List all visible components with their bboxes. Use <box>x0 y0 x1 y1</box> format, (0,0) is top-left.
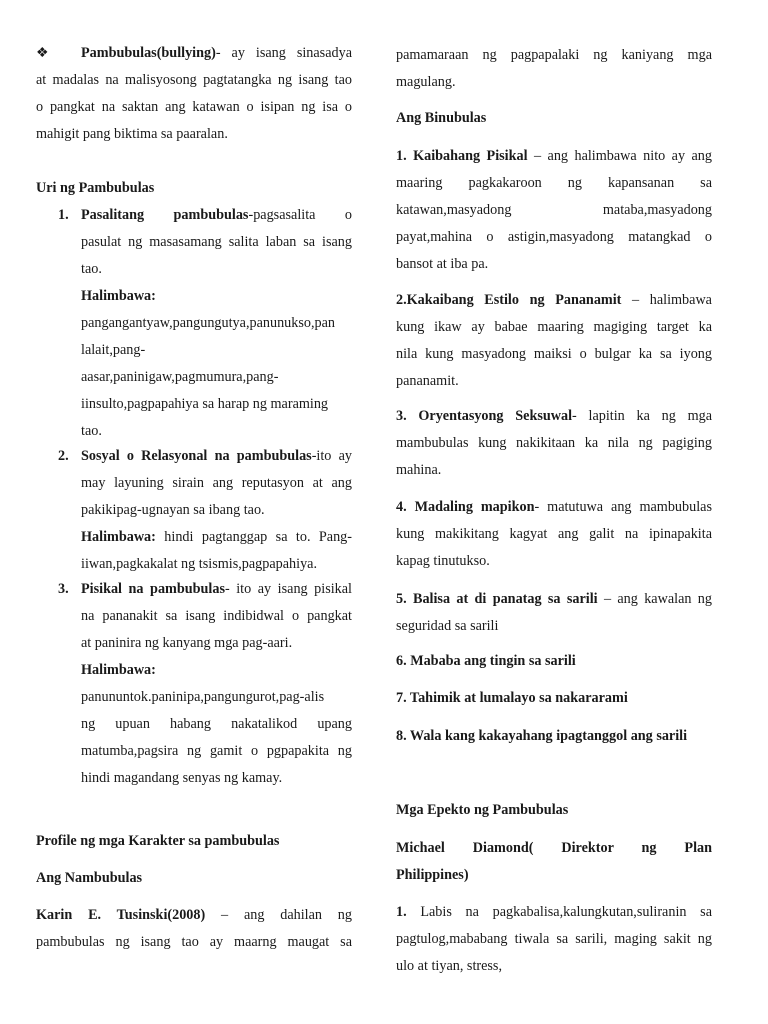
effect-number: 1. <box>396 904 407 920</box>
trait-label: 7. Tahimik at lumalayo sa nakararami <box>396 690 628 706</box>
epekto-heading: Mga Epekto ng Pambubulas <box>396 802 569 818</box>
example-label: Halimbawa: <box>81 662 156 678</box>
item-title: Pasalitang pambubulas <box>81 207 249 223</box>
list-number: 1. <box>58 207 69 223</box>
trait-label: 4. Madaling mapikon <box>396 499 535 515</box>
trait-label: 6. Mababa ang tingin sa sarili <box>396 653 576 669</box>
intro-paragraph <box>36 40 352 148</box>
trait-paragraph: 3. Oryentasyong Seksuwal- lapitin ka ng mga mambubulas kung nakikitaan ka nila ng pagiging mahina. <box>396 408 712 478</box>
intro-line: - ay isang sinasadya <box>215 45 352 61</box>
trait-paragraph: 4. Madaling mapikon- matutuwa ang mambubulas kung makikitang kagyat ang galit na ipinapakita kapag tinutukso. <box>396 499 712 569</box>
continuation-paragraph: pamamaraan ng pagpapalaki ng kaniyang mga magulang. <box>396 47 712 90</box>
example-label: Halimbawa: <box>81 529 156 545</box>
item-title: Sosyal o Relasyonal na pambubulas <box>81 448 312 464</box>
item-title: Pisikal na pambubulas <box>81 581 225 597</box>
intro-term: Pambubulas(bullying) <box>81 45 216 61</box>
trait-paragraph: 5. Balisa at di panatag sa sarili – ang kawalan ng seguridad sa sarili <box>396 591 712 634</box>
trait-paragraph: 1. Kaibahang Pisikal – ang halimbawa nito ay ang maaring pagkakaroon ng kapansanan sa katawan,masyadong mataba,masyadong payat,mahina o astigin,masyadong matangkad o bansot at iba pa. <box>396 148 712 272</box>
list-number: 3. <box>58 581 69 597</box>
karin-author: Karin E. Tusinski(2008) <box>36 907 206 923</box>
diamond-bullet-icon: ❖ <box>36 46 49 61</box>
intro-line: at madalas na malisyosong pagtatangka ng isang tao <box>36 72 352 88</box>
example-label: Halimbawa: <box>81 288 156 304</box>
karin-paragraph: Karin E. Tusinski(2008) – ang dahilan ng pambubulas ng isang tao ay maarng maugat sa <box>36 907 352 950</box>
trait-paragraph: 2.Kakaibang Estilo ng Pananamit – halimbawa kung ikaw ay babae maaring magiging target ka nila kung masyadong maiksi o bulgar ka sa iyong pananamit. <box>396 292 712 389</box>
document-page: ❖ Pambubulas(bullying)- ay isang sinasadya at madalas na malisyosong pagtatangka ng isang tao o pangkat na saktan ang katawan o isipan ng isa o mahigit pang biktima sa paaralan. Uri ng Pambubulas 1. Pasalitang pambubulas-pagsasalita o pasulat ng masasamang salita laban sa isang tao. Halimbawa: pangangantyaw,pangungutya,panunukso,pan lalait,pang- aasar,paninigaw,pagmumura,pang- iinsulto,pagpapahiya sa harap ng maraming tao. 2. Sosyal o Relasyonal na pambubulas-ito ay may layuning sirain ang reputasyon at ang pakikipag-ugnayan sa ibang tao. Halimbawa: hindi pagtanggap sa to. Pang- iiwan,pagkakalat ng tsismis,pagpapahiya. 3. Pisikal na pambubulas- ito ay isang pisikal na pananakit sa isang indibidwal o pangkat at paninira ng kanyang mga pag-aari. Halimbawa: panununtok.paninipa,pangungurot,pag-alis ng upuan habang nakatalikod upang matumba,pagsira ng gamit o pgpapakita ng hindi magandang senyas ng kamay. Profile ng mga Karakter sa pambubulas Ang Nambubulas Karin E. Tusinski(2008) – ang dahilan ng pambubulas ng isang tao ay maarng maugat sa pamamaraan ng pagpapalaki ng kaniyang mga magulang. Ang Binubulas 1. Kaibahang Pisikal – ang halimbawa nito ay ang maaring pagkakaroon ng kapansanan sa katawan,masyadong mataba,masyadong payat,mahina o astigin,masyadong matangkad o bansot at iba pa. 2.Kakaibang Estilo ng Pananamit – halimbawa kung ikaw ay babae maaring magiging target ka nila kung masyadong maiksi o bulgar ka sa iyong pananamit. 3. Oryentasyong Seksuwal- lapitin ka ng mga mambubulas kung nakikitaan ka nila ng pagiging mahina. 4. Madaling mapikon- matutuwa ang mambubulas kung makikitang kagyat ang galit na ipinapakita kapag tinutukso. 5. Balisa at di panatag sa sarili – ang kawalan ng seguridad sa sarili 6. Mababa ang tingin sa sarili 7. Tahimik at lumalayo sa nakararami 8. Wala kang kakayahang ipagtanggol ang sarili Mga Epekto ng Pambubulas Michael Diamond( Direktor ng Plan Philippines) 1. Labis na pagkabalisa,kalungkutan,suliranin sa pagtulog,mababang tiwala sa sarili, maging sakit ng ulo at tiyan, stress, <box>0 0 768 1024</box>
trait-label: 1. Kaibahang Pisikal <box>396 148 528 164</box>
trait-label: 2.Kakaibang Estilo ng Pananamit <box>396 292 622 308</box>
uri-heading: Uri ng Pambubulas <box>36 180 155 196</box>
trait-label: 8. Wala kang kakayahang ipagtanggol ang sarili <box>396 728 688 744</box>
nambubulas-heading: Ang Nambubulas <box>36 870 143 886</box>
diamond-paragraph: Michael Diamond( Direktor ng Plan Philippines) <box>396 840 712 883</box>
intro-line: mahigit pang biktima sa paaralan. <box>36 126 228 142</box>
effect-paragraph: 1. Labis na pagkabalisa,kalungkutan,suliranin sa pagtulog,mababang tiwala sa sarili, maging sakit ng ulo at tiyan, stress, <box>396 904 712 974</box>
trait-label: 5. Balisa at di panatag sa sarili <box>396 591 598 607</box>
intro-line: o pangkat na saktan ang katawan o isipan ng isa o <box>36 99 352 115</box>
trait-label: 3. Oryentasyong Seksuwal <box>396 408 573 424</box>
profile-heading: Profile ng mga Karakter sa pambubulas <box>36 833 280 849</box>
list-number: 2. <box>58 448 69 464</box>
binubulas-heading: Ang Binubulas <box>396 110 487 126</box>
